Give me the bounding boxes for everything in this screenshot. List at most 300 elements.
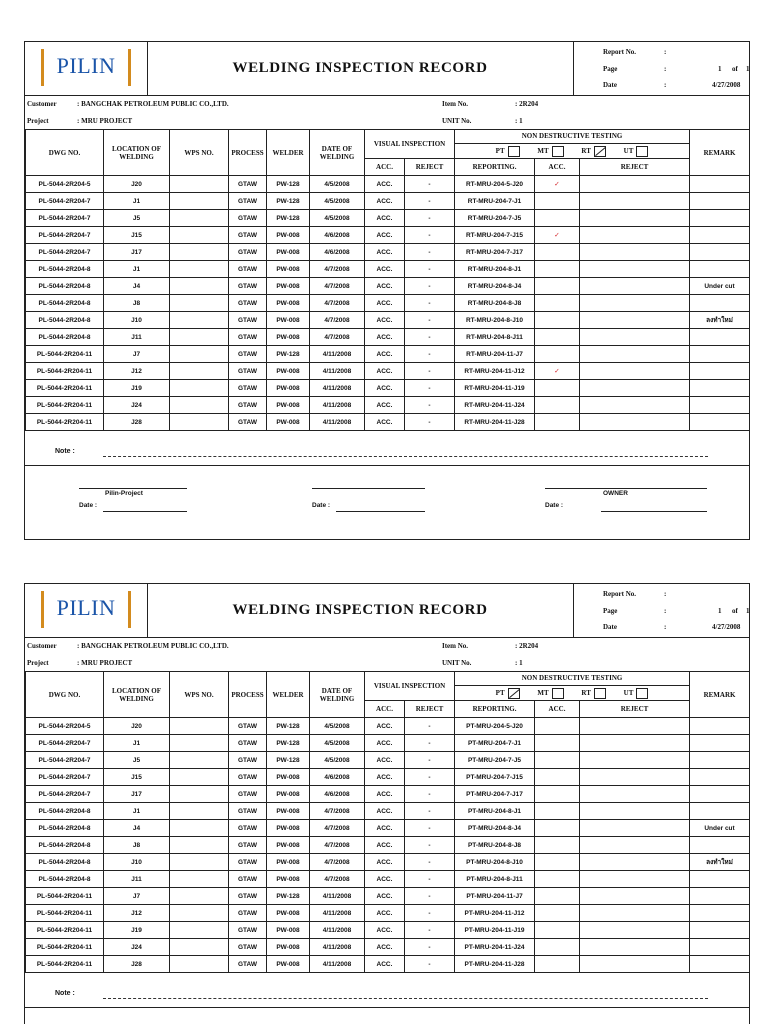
wps-cell bbox=[170, 956, 229, 973]
unit-label: UNIT No. bbox=[442, 117, 472, 125]
visual-acc-cell: ACC. bbox=[365, 905, 405, 922]
header-ndt-title: NON DESTRUCTIVE TESTING bbox=[455, 130, 689, 144]
table-row bbox=[26, 210, 750, 227]
table-row bbox=[26, 346, 750, 363]
location-cell: J17 bbox=[104, 244, 170, 261]
header-location bbox=[104, 672, 170, 718]
visual-acc-cell: ACC. bbox=[365, 820, 405, 837]
visual-acc-cell: ACC. bbox=[365, 735, 405, 752]
visual-reject-cell: - bbox=[405, 752, 455, 769]
table-row bbox=[26, 363, 750, 380]
process-cell: GTAW bbox=[229, 871, 267, 888]
header-reporting: REPORTING. bbox=[455, 701, 535, 718]
rt-checkbox[interactable] bbox=[594, 146, 606, 157]
date-cell: 4/6/2008 bbox=[310, 227, 365, 244]
process-cell: GTAW bbox=[229, 227, 267, 244]
date-cell: 4/11/2008 bbox=[310, 939, 365, 956]
remark-cell bbox=[690, 346, 750, 363]
ndt-reject-cell bbox=[580, 735, 690, 752]
remark-cell bbox=[690, 244, 750, 261]
table-row bbox=[26, 871, 750, 888]
wps-cell bbox=[170, 939, 229, 956]
date-label: Date bbox=[603, 623, 617, 631]
page-colon: : bbox=[664, 65, 667, 73]
visual-reject-cell: - bbox=[405, 786, 455, 803]
date-cell: 4/11/2008 bbox=[310, 346, 365, 363]
visual-acc-cell: ACC. bbox=[365, 786, 405, 803]
report-no-value: : bbox=[664, 48, 667, 56]
visual-acc-cell: ACC. bbox=[365, 210, 405, 227]
location-cell: J10 bbox=[104, 312, 170, 329]
dwg-cell: PL-5044-2R204-7 bbox=[26, 769, 104, 786]
report-date: 4/27/2008 bbox=[712, 81, 741, 89]
process-cell: GTAW bbox=[229, 414, 267, 431]
reporting-cell: PT-MRU-204-11-J28 bbox=[455, 956, 535, 973]
header-reporting: REPORTING. bbox=[455, 159, 535, 176]
welder-cell: PW-128 bbox=[267, 346, 310, 363]
dwg-cell: PL-5044-2R204-11 bbox=[26, 939, 104, 956]
visual-reject-cell: - bbox=[405, 803, 455, 820]
location-cell: J19 bbox=[104, 380, 170, 397]
date-cell: 4/5/2008 bbox=[310, 193, 365, 210]
sig-name-pilin: Pilin-Project bbox=[105, 490, 143, 497]
inspection-form-rt bbox=[24, 41, 750, 540]
ndt-acc-cell bbox=[535, 329, 580, 346]
ndt-reject-cell bbox=[580, 244, 690, 261]
header-ndt-acc: ACC. bbox=[535, 159, 580, 176]
location-cell: J5 bbox=[104, 752, 170, 769]
header-ndt bbox=[455, 130, 690, 159]
ndt-rt bbox=[581, 686, 605, 700]
visual-reject-cell: - bbox=[405, 261, 455, 278]
location-cell: J1 bbox=[104, 803, 170, 820]
ndt-rt-label: RT bbox=[581, 147, 591, 155]
ndt-reject-cell bbox=[580, 397, 690, 414]
process-cell: GTAW bbox=[229, 312, 267, 329]
visual-acc-cell: ACC. bbox=[365, 261, 405, 278]
ndt-acc-cell bbox=[535, 939, 580, 956]
date-cell: 4/11/2008 bbox=[310, 905, 365, 922]
header-wps: WPS NO. bbox=[170, 672, 229, 718]
ndt-acc-cell bbox=[535, 346, 580, 363]
ndt-reject-cell bbox=[580, 939, 690, 956]
visual-acc-cell: ACC. bbox=[365, 227, 405, 244]
visual-reject-cell: - bbox=[405, 718, 455, 735]
dwg-cell: PL-5044-2R204-8 bbox=[26, 312, 104, 329]
ndt-reject-cell bbox=[580, 786, 690, 803]
reporting-cell: PT-MRU-204-7-J15 bbox=[455, 769, 535, 786]
header-welder: WELDER bbox=[267, 672, 310, 718]
table-row bbox=[26, 769, 750, 786]
sig-date-label-1: Date : bbox=[79, 502, 98, 509]
process-cell: GTAW bbox=[229, 329, 267, 346]
ndt-acc-cell bbox=[535, 786, 580, 803]
ndt-acc-cell bbox=[535, 837, 580, 854]
location-cell: J12 bbox=[104, 363, 170, 380]
visual-acc-cell: ACC. bbox=[365, 854, 405, 871]
dwg-cell: PL-5044-2R204-11 bbox=[26, 922, 104, 939]
note-divider bbox=[25, 465, 749, 466]
ndt-reject-cell bbox=[580, 888, 690, 905]
header-process: PROCESS bbox=[229, 672, 267, 718]
wps-cell bbox=[170, 380, 229, 397]
process-cell: GTAW bbox=[229, 905, 267, 922]
wps-cell bbox=[170, 261, 229, 278]
remark-cell bbox=[690, 414, 750, 431]
ndt-method-selector bbox=[455, 144, 689, 158]
dwg-cell: PL-5044-2R204-8 bbox=[26, 278, 104, 295]
date-cell: 4/6/2008 bbox=[310, 244, 365, 261]
header-location-line2: WELDING bbox=[119, 694, 154, 703]
table-row bbox=[26, 939, 750, 956]
header-process: PROCESS bbox=[229, 130, 267, 176]
welder-cell: PW-008 bbox=[267, 414, 310, 431]
wps-cell bbox=[170, 888, 229, 905]
visual-reject-cell: - bbox=[405, 244, 455, 261]
ndt-mt bbox=[537, 144, 563, 158]
remark-cell bbox=[690, 380, 750, 397]
visual-reject-cell: - bbox=[405, 820, 455, 837]
remark-cell bbox=[690, 871, 750, 888]
wps-cell bbox=[170, 176, 229, 193]
date-cell: 4/7/2008 bbox=[310, 295, 365, 312]
ut-checkbox[interactable] bbox=[636, 146, 648, 157]
visual-reject-cell: - bbox=[405, 380, 455, 397]
table-row bbox=[26, 803, 750, 820]
process-cell: GTAW bbox=[229, 380, 267, 397]
ndt-acc-cell bbox=[535, 718, 580, 735]
visual-reject-cell: - bbox=[405, 905, 455, 922]
form-header bbox=[25, 42, 749, 96]
header-ndt-reject: REJECT bbox=[580, 701, 690, 718]
rt-checkbox[interactable] bbox=[594, 688, 606, 699]
dwg-cell: PL-5044-2R204-7 bbox=[26, 786, 104, 803]
date-cell: 4/11/2008 bbox=[310, 397, 365, 414]
reporting-cell: PT-MRU-204-11-J19 bbox=[455, 922, 535, 939]
location-cell: J1 bbox=[104, 735, 170, 752]
page-label: Page bbox=[603, 65, 618, 73]
dwg-cell: PL-5044-2R204-7 bbox=[26, 735, 104, 752]
ndt-acc-cell bbox=[535, 193, 580, 210]
dwg-cell: PL-5044-2R204-11 bbox=[26, 346, 104, 363]
remark-cell bbox=[690, 956, 750, 973]
header-visual: VISUAL INSPECTION bbox=[365, 672, 455, 701]
ndt-acc-cell bbox=[535, 244, 580, 261]
wps-cell bbox=[170, 414, 229, 431]
ndt-acc-cell bbox=[535, 956, 580, 973]
pt-checkbox[interactable] bbox=[508, 688, 520, 699]
table-row bbox=[26, 888, 750, 905]
reporting-cell: RT-MRU-204-11-J12 bbox=[455, 363, 535, 380]
header-location-line2: WELDING bbox=[119, 152, 154, 161]
pt-checkbox[interactable] bbox=[508, 146, 520, 157]
dwg-cell: PL-5044-2R204-11 bbox=[26, 363, 104, 380]
ndt-acc-cell bbox=[535, 820, 580, 837]
sig-date-line-3[interactable] bbox=[601, 511, 707, 512]
location-cell: J20 bbox=[104, 176, 170, 193]
welder-cell: PW-128 bbox=[267, 735, 310, 752]
remark-cell bbox=[690, 803, 750, 820]
visual-acc-cell: ACC. bbox=[365, 176, 405, 193]
location-cell: J7 bbox=[104, 346, 170, 363]
dwg-cell: PL-5044-2R204-5 bbox=[26, 176, 104, 193]
unit-value: : 1 bbox=[515, 117, 523, 125]
company-logo-text: PILIN bbox=[56, 595, 116, 620]
visual-acc-cell: ACC. bbox=[365, 380, 405, 397]
ndt-reject-cell bbox=[580, 380, 690, 397]
reporting-cell: RT-MRU-204-7-J17 bbox=[455, 244, 535, 261]
reporting-cell: PT-MRU-204-11-J24 bbox=[455, 939, 535, 956]
visual-reject-cell: - bbox=[405, 312, 455, 329]
header-location bbox=[104, 130, 170, 176]
date-cell: 4/7/2008 bbox=[310, 837, 365, 854]
location-cell: J12 bbox=[104, 905, 170, 922]
ndt-ut bbox=[624, 686, 649, 700]
remark-cell: Under cut bbox=[690, 278, 750, 295]
location-cell: J11 bbox=[104, 871, 170, 888]
visual-acc-cell: ACC. bbox=[365, 312, 405, 329]
reporting-cell: RT-MRU-204-8-J4 bbox=[455, 278, 535, 295]
visual-reject-cell: - bbox=[405, 397, 455, 414]
process-cell: GTAW bbox=[229, 837, 267, 854]
ndt-reject-cell bbox=[580, 752, 690, 769]
ndt-rt bbox=[581, 144, 605, 158]
sig-date-line-2[interactable] bbox=[336, 511, 425, 512]
ndt-mt bbox=[537, 686, 563, 700]
date-cell: 4/7/2008 bbox=[310, 312, 365, 329]
date-cell: 4/7/2008 bbox=[310, 261, 365, 278]
location-cell: J24 bbox=[104, 397, 170, 414]
company-logo bbox=[41, 591, 131, 628]
visual-acc-cell: ACC. bbox=[365, 718, 405, 735]
dwg-cell: PL-5044-2R204-11 bbox=[26, 888, 104, 905]
welder-cell: PW-008 bbox=[267, 922, 310, 939]
ndt-reject-cell bbox=[580, 329, 690, 346]
note-label: Note : bbox=[55, 448, 75, 455]
wps-cell bbox=[170, 837, 229, 854]
table-row bbox=[26, 312, 750, 329]
table-row bbox=[26, 922, 750, 939]
page-number: 1 bbox=[718, 65, 722, 73]
process-cell: GTAW bbox=[229, 769, 267, 786]
welder-cell: PW-008 bbox=[267, 837, 310, 854]
visual-reject-cell: - bbox=[405, 414, 455, 431]
form-header bbox=[25, 584, 749, 638]
unit-value: : 1 bbox=[515, 659, 523, 667]
table-row bbox=[26, 295, 750, 312]
date-cell: 4/11/2008 bbox=[310, 380, 365, 397]
page-of: of bbox=[732, 65, 738, 73]
wps-cell bbox=[170, 312, 229, 329]
location-cell: J8 bbox=[104, 837, 170, 854]
visual-acc-cell: ACC. bbox=[365, 837, 405, 854]
date-label: Date bbox=[603, 81, 617, 89]
wps-cell bbox=[170, 227, 229, 244]
note-line[interactable] bbox=[103, 998, 708, 999]
dwg-cell: PL-5044-2R204-7 bbox=[26, 752, 104, 769]
visual-reject-cell: - bbox=[405, 210, 455, 227]
wps-cell bbox=[170, 193, 229, 210]
dwg-cell: PL-5044-2R204-7 bbox=[26, 244, 104, 261]
location-cell: J19 bbox=[104, 922, 170, 939]
report-no-label: Report No. bbox=[603, 590, 637, 598]
date-cell: 4/7/2008 bbox=[310, 871, 365, 888]
wps-cell bbox=[170, 922, 229, 939]
date-cell: 4/5/2008 bbox=[310, 176, 365, 193]
wps-cell bbox=[170, 905, 229, 922]
location-cell: J1 bbox=[104, 261, 170, 278]
reporting-cell: RT-MRU-204-11-J19 bbox=[455, 380, 535, 397]
date-colon: : bbox=[664, 623, 667, 631]
customer-value: : BANGCHAK PETROLEUM PUBLIC CO.,LTD. bbox=[77, 642, 229, 650]
process-cell: GTAW bbox=[229, 295, 267, 312]
visual-reject-cell: - bbox=[405, 193, 455, 210]
table-row bbox=[26, 956, 750, 973]
header-ndt bbox=[455, 672, 690, 701]
mt-checkbox[interactable] bbox=[552, 688, 564, 699]
welder-cell: PW-008 bbox=[267, 397, 310, 414]
ndt-acc-cell bbox=[535, 210, 580, 227]
remark-cell bbox=[690, 769, 750, 786]
visual-acc-cell: ACC. bbox=[365, 397, 405, 414]
location-cell: J20 bbox=[104, 718, 170, 735]
note-line[interactable] bbox=[103, 456, 708, 457]
welder-cell: PW-008 bbox=[267, 769, 310, 786]
remark-cell bbox=[690, 363, 750, 380]
reporting-cell: PT-MRU-204-11-J12 bbox=[455, 905, 535, 922]
visual-acc-cell: ACC. bbox=[365, 888, 405, 905]
remark-cell bbox=[690, 193, 750, 210]
visual-reject-cell: - bbox=[405, 227, 455, 244]
visual-acc-cell: ACC. bbox=[365, 346, 405, 363]
table-row bbox=[26, 752, 750, 769]
wps-cell bbox=[170, 210, 229, 227]
location-cell: J4 bbox=[104, 820, 170, 837]
visual-acc-cell: ACC. bbox=[365, 278, 405, 295]
reporting-cell: PT-MRU-204-8-J11 bbox=[455, 871, 535, 888]
ndt-acc-cell bbox=[535, 752, 580, 769]
table-row bbox=[26, 278, 750, 295]
ndt-reject-cell bbox=[580, 312, 690, 329]
reporting-cell: RT-MRU-204-7-J1 bbox=[455, 193, 535, 210]
visual-reject-cell: - bbox=[405, 295, 455, 312]
wps-cell bbox=[170, 854, 229, 871]
process-cell: GTAW bbox=[229, 176, 267, 193]
location-cell: J1 bbox=[104, 193, 170, 210]
ndt-ut-label: UT bbox=[623, 147, 634, 155]
dwg-cell: PL-5044-2R204-11 bbox=[26, 956, 104, 973]
mt-checkbox[interactable] bbox=[552, 146, 564, 157]
location-cell: J15 bbox=[104, 227, 170, 244]
table-row bbox=[26, 380, 750, 397]
ndt-reject-cell bbox=[580, 854, 690, 871]
dwg-cell: PL-5044-2R204-5 bbox=[26, 718, 104, 735]
wps-cell bbox=[170, 769, 229, 786]
dwg-cell: PL-5044-2R204-8 bbox=[26, 295, 104, 312]
inspection-table bbox=[25, 671, 750, 973]
remark-cell bbox=[690, 905, 750, 922]
header-dwg: DWG NO. bbox=[26, 130, 104, 176]
process-cell: GTAW bbox=[229, 735, 267, 752]
welder-cell: PW-008 bbox=[267, 363, 310, 380]
sig-date-line-1[interactable] bbox=[103, 511, 187, 512]
report-info bbox=[573, 42, 750, 95]
ndt-acc-cell bbox=[535, 380, 580, 397]
table-row bbox=[26, 414, 750, 431]
process-cell: GTAW bbox=[229, 363, 267, 380]
reporting-cell: RT-MRU-204-8-J10 bbox=[455, 312, 535, 329]
ndt-acc-cell bbox=[535, 261, 580, 278]
reporting-cell: PT-MRU-204-8-J10 bbox=[455, 854, 535, 871]
ndt-reject-cell bbox=[580, 363, 690, 380]
date-cell: 4/6/2008 bbox=[310, 769, 365, 786]
sig-line-owner bbox=[545, 488, 707, 489]
dwg-cell: PL-5044-2R204-11 bbox=[26, 905, 104, 922]
header-wps: WPS NO. bbox=[170, 130, 229, 176]
inspection-table bbox=[25, 129, 750, 431]
visual-acc-cell: ACC. bbox=[365, 871, 405, 888]
visual-acc-cell: ACC. bbox=[365, 803, 405, 820]
header-date-line2: WELDING bbox=[319, 152, 355, 161]
header-location-line1: LOCATION OF bbox=[111, 686, 162, 695]
project-label: Project bbox=[27, 117, 49, 125]
reporting-cell: RT-MRU-204-8-J11 bbox=[455, 329, 535, 346]
ndt-acc-cell bbox=[535, 295, 580, 312]
visual-reject-cell: - bbox=[405, 854, 455, 871]
reporting-cell: PT-MRU-204-7-J1 bbox=[455, 735, 535, 752]
location-cell: J5 bbox=[104, 210, 170, 227]
visual-reject-cell: - bbox=[405, 922, 455, 939]
welder-cell: PW-008 bbox=[267, 380, 310, 397]
location-cell: J17 bbox=[104, 786, 170, 803]
ut-checkbox[interactable] bbox=[636, 688, 648, 699]
welder-cell: PW-008 bbox=[267, 803, 310, 820]
ndt-acc-cell: ✓ bbox=[535, 176, 580, 193]
location-cell: J15 bbox=[104, 769, 170, 786]
ndt-reject-cell bbox=[580, 837, 690, 854]
report-date: 4/27/2008 bbox=[712, 623, 741, 631]
welder-cell: PW-008 bbox=[267, 786, 310, 803]
ndt-reject-cell bbox=[580, 295, 690, 312]
ndt-reject-cell bbox=[580, 176, 690, 193]
welder-cell: PW-008 bbox=[267, 329, 310, 346]
remark-cell bbox=[690, 837, 750, 854]
date-cell: 4/7/2008 bbox=[310, 854, 365, 871]
table-row bbox=[26, 735, 750, 752]
item-value: : 2R204 bbox=[515, 100, 539, 108]
welder-cell: PW-008 bbox=[267, 261, 310, 278]
item-label: Item No. bbox=[442, 642, 469, 650]
ndt-reject-cell bbox=[580, 210, 690, 227]
ndt-acc-cell bbox=[535, 397, 580, 414]
dwg-cell: PL-5044-2R204-8 bbox=[26, 854, 104, 871]
visual-reject-cell: - bbox=[405, 939, 455, 956]
header-date-line1: DATE OF bbox=[321, 686, 353, 695]
reporting-cell: RT-MRU-204-8-J1 bbox=[455, 261, 535, 278]
page-of: of bbox=[732, 607, 738, 615]
wps-cell bbox=[170, 397, 229, 414]
ndt-acc-cell bbox=[535, 278, 580, 295]
welder-cell: PW-008 bbox=[267, 905, 310, 922]
table-row bbox=[26, 176, 750, 193]
remark-cell bbox=[690, 227, 750, 244]
location-cell: J8 bbox=[104, 295, 170, 312]
reporting-cell: PT-MRU-204-8-J1 bbox=[455, 803, 535, 820]
sig-line-pilin bbox=[79, 488, 187, 489]
visual-acc-cell: ACC. bbox=[365, 414, 405, 431]
visual-reject-cell: - bbox=[405, 363, 455, 380]
process-cell: GTAW bbox=[229, 956, 267, 973]
